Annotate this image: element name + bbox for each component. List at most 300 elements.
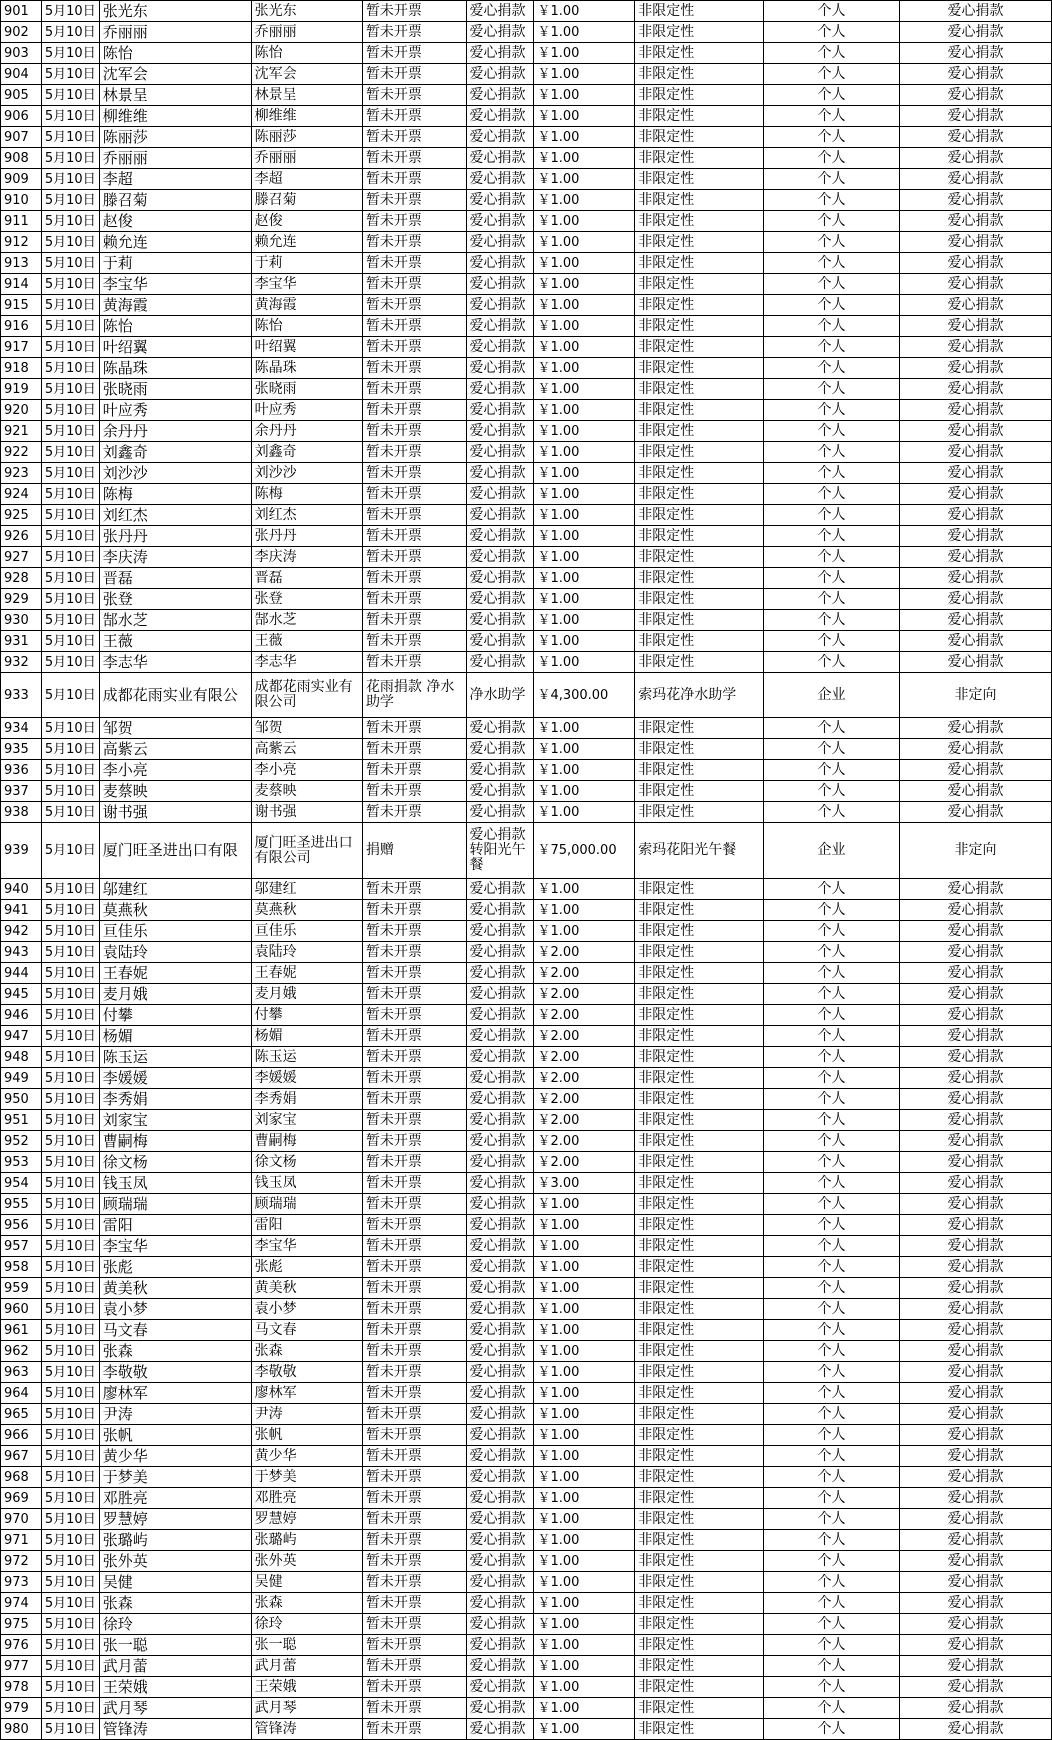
fund-restriction-cell: 非限定性 <box>635 85 764 106</box>
row-number-cell: 977 <box>1 1656 42 1677</box>
donation-direction-cell: 爱心捐款 <box>899 963 1051 984</box>
receipt-name-cell: 林景呈 <box>251 85 362 106</box>
table-row <box>1 673 1052 718</box>
invoice-status-cell: 暂未开票 <box>362 1152 466 1173</box>
donation-purpose-cell: 爱心捐款 <box>466 1257 534 1278</box>
donation-amount-cell: ￥1.00 <box>534 900 635 921</box>
invoice-status-cell: 暂未开票 <box>362 505 466 526</box>
table-row <box>1 505 1052 526</box>
donation-date-cell: 5月10日 <box>41 1068 99 1089</box>
donation-amount-cell: ￥1.00 <box>534 879 635 900</box>
row-number-cell: 939 <box>1 823 42 879</box>
donation-date-cell: 5月10日 <box>41 1089 99 1110</box>
row-number-cell: 941 <box>1 900 42 921</box>
donor-name-cell: 谢书强 <box>99 802 251 823</box>
receipt-name-cell: 于莉 <box>251 253 362 274</box>
fund-restriction-cell: 非限定性 <box>635 781 764 802</box>
ledger-body <box>1 1 1052 1740</box>
donor-type-cell: 个人 <box>764 1656 900 1677</box>
row-number-cell: 955 <box>1 1194 42 1215</box>
donor-type-cell: 个人 <box>764 652 900 673</box>
donation-purpose-cell: 爱心捐款 <box>466 1698 534 1719</box>
donation-amount-cell: ￥1.00 <box>534 295 635 316</box>
donor-type-cell: 个人 <box>764 1215 900 1236</box>
donation-amount-cell: ￥1.00 <box>534 43 635 64</box>
invoice-status-cell: 暂未开票 <box>362 900 466 921</box>
donation-purpose-cell: 爱心捐款 <box>466 568 534 589</box>
donor-type-cell: 个人 <box>764 1131 900 1152</box>
donation-purpose-cell: 爱心捐款 <box>466 921 534 942</box>
row-number-cell: 921 <box>1 421 42 442</box>
receipt-name-cell: 李宝华 <box>251 274 362 295</box>
invoice-status-cell: 暂未开票 <box>362 211 466 232</box>
donation-purpose-cell: 爱心捐款 <box>466 1635 534 1656</box>
table-row <box>1 316 1052 337</box>
donation-direction-cell: 爱心捐款 <box>899 1572 1051 1593</box>
invoice-status-cell: 暂未开票 <box>362 1068 466 1089</box>
row-number-cell: 942 <box>1 921 42 942</box>
donation-date-cell: 5月10日 <box>41 1488 99 1509</box>
donation-amount-cell: ￥2.00 <box>534 1005 635 1026</box>
row-number-cell: 934 <box>1 718 42 739</box>
receipt-name-cell: 付攀 <box>251 1005 362 1026</box>
donation-amount-cell: ￥1.00 <box>534 760 635 781</box>
donor-type-cell: 企业 <box>764 673 900 718</box>
donation-purpose-cell: 爱心捐款 <box>466 1383 534 1404</box>
donor-type-cell: 个人 <box>764 1 900 22</box>
donation-purpose-cell: 爱心捐款 <box>466 1320 534 1341</box>
invoice-status-cell: 暂未开票 <box>362 589 466 610</box>
donation-amount-cell: ￥1.00 <box>534 652 635 673</box>
donor-name-cell: 黄美秋 <box>99 1278 251 1299</box>
receipt-name-cell: 邬建红 <box>251 879 362 900</box>
fund-restriction-cell: 非限定性 <box>635 1467 764 1488</box>
row-number-cell: 908 <box>1 148 42 169</box>
table-row <box>1 1152 1052 1173</box>
donation-date-cell: 5月10日 <box>41 1467 99 1488</box>
donor-name-cell: 张外英 <box>99 1551 251 1572</box>
invoice-status-cell: 暂未开票 <box>362 358 466 379</box>
fund-restriction-cell: 非限定性 <box>635 106 764 127</box>
table-row <box>1 1530 1052 1551</box>
donor-type-cell: 个人 <box>764 232 900 253</box>
donation-direction-cell: 爱心捐款 <box>899 1509 1051 1530</box>
invoice-status-cell: 暂未开票 <box>362 802 466 823</box>
table-row <box>1 1677 1052 1698</box>
donation-date-cell: 5月10日 <box>41 631 99 652</box>
donation-date-cell: 5月10日 <box>41 781 99 802</box>
donor-name-cell: 麦月娥 <box>99 984 251 1005</box>
donor-type-cell: 个人 <box>764 568 900 589</box>
table-row <box>1 64 1052 85</box>
donation-purpose-cell: 爱心捐款 <box>466 337 534 358</box>
donor-name-cell: 张森 <box>99 1593 251 1614</box>
fund-restriction-cell: 非限定性 <box>635 526 764 547</box>
receipt-name-cell: 曹嗣梅 <box>251 1131 362 1152</box>
table-row <box>1 400 1052 421</box>
row-number-cell: 960 <box>1 1299 42 1320</box>
donation-direction-cell: 爱心捐款 <box>899 900 1051 921</box>
donation-date-cell: 5月10日 <box>41 295 99 316</box>
donor-type-cell: 个人 <box>764 942 900 963</box>
row-number-cell: 901 <box>1 1 42 22</box>
table-row <box>1 1698 1052 1719</box>
fund-restriction-cell: 非限定性 <box>635 900 764 921</box>
donor-type-cell: 个人 <box>764 1236 900 1257</box>
donor-name-cell: 邹贺 <box>99 718 251 739</box>
donation-direction-cell: 爱心捐款 <box>899 1488 1051 1509</box>
row-number-cell: 980 <box>1 1719 42 1740</box>
donation-purpose-cell: 爱心捐款 <box>466 253 534 274</box>
fund-restriction-cell: 非限定性 <box>635 879 764 900</box>
receipt-name-cell: 谢书强 <box>251 802 362 823</box>
donor-type-cell: 个人 <box>764 253 900 274</box>
donor-name-cell: 于莉 <box>99 253 251 274</box>
donation-date-cell: 5月10日 <box>41 127 99 148</box>
donation-amount-cell: ￥1.00 <box>534 781 635 802</box>
invoice-status-cell: 暂未开票 <box>362 942 466 963</box>
invoice-status-cell: 暂未开票 <box>362 1719 466 1740</box>
donation-direction-cell: 爱心捐款 <box>899 463 1051 484</box>
donor-type-cell: 个人 <box>764 1551 900 1572</box>
row-number-cell: 940 <box>1 879 42 900</box>
donation-date-cell: 5月10日 <box>41 253 99 274</box>
donation-purpose-cell: 爱心捐款 <box>466 1278 534 1299</box>
donor-type-cell: 个人 <box>764 22 900 43</box>
donation-date-cell: 5月10日 <box>41 1005 99 1026</box>
table-row <box>1 1362 1052 1383</box>
donor-type-cell: 个人 <box>764 1509 900 1530</box>
donation-amount-cell: ￥1.00 <box>534 1215 635 1236</box>
receipt-name-cell: 武月蕾 <box>251 1656 362 1677</box>
donation-direction-cell: 爱心捐款 <box>899 1341 1051 1362</box>
donor-name-cell: 杨媚 <box>99 1026 251 1047</box>
table-row <box>1 879 1052 900</box>
donation-purpose-cell: 爱心捐款 <box>466 1152 534 1173</box>
fund-restriction-cell: 非限定性 <box>635 568 764 589</box>
fund-restriction-cell: 非限定性 <box>635 295 764 316</box>
donation-date-cell: 5月10日 <box>41 1194 99 1215</box>
row-number-cell: 928 <box>1 568 42 589</box>
receipt-name-cell: 陈怡 <box>251 43 362 64</box>
donor-name-cell: 李宝华 <box>99 1236 251 1257</box>
fund-restriction-cell: 非限定性 <box>635 1404 764 1425</box>
donation-direction-cell: 爱心捐款 <box>899 1278 1051 1299</box>
donation-amount-cell: ￥1.00 <box>534 1635 635 1656</box>
receipt-name-cell: 张光东 <box>251 1 362 22</box>
fund-restriction-cell: 非限定性 <box>635 379 764 400</box>
donation-amount-cell: ￥1.00 <box>534 1530 635 1551</box>
receipt-name-cell: 李宝华 <box>251 1236 362 1257</box>
donor-name-cell: 沈军会 <box>99 64 251 85</box>
donor-name-cell: 乔丽丽 <box>99 148 251 169</box>
row-number-cell: 919 <box>1 379 42 400</box>
invoice-status-cell: 暂未开票 <box>362 1194 466 1215</box>
donation-amount-cell: ￥2.00 <box>534 984 635 1005</box>
donation-amount-cell: ￥1.00 <box>534 1572 635 1593</box>
row-number-cell: 968 <box>1 1467 42 1488</box>
fund-restriction-cell: 非限定性 <box>635 718 764 739</box>
donor-type-cell: 个人 <box>764 718 900 739</box>
row-number-cell: 903 <box>1 43 42 64</box>
fund-restriction-cell: 非限定性 <box>635 505 764 526</box>
donor-name-cell: 晋磊 <box>99 568 251 589</box>
donation-purpose-cell: 爱心捐款 <box>466 1089 534 1110</box>
donor-name-cell: 刘鑫奇 <box>99 442 251 463</box>
donation-date-cell: 5月10日 <box>41 589 99 610</box>
row-number-cell: 952 <box>1 1131 42 1152</box>
donation-date-cell: 5月10日 <box>41 1404 99 1425</box>
table-row <box>1 1635 1052 1656</box>
donation-direction-cell: 爱心捐款 <box>899 1593 1051 1614</box>
invoice-status-cell: 暂未开票 <box>362 64 466 85</box>
donation-amount-cell: ￥1.00 <box>534 1320 635 1341</box>
donor-type-cell: 个人 <box>764 1320 900 1341</box>
donation-direction-cell: 爱心捐款 <box>899 1551 1051 1572</box>
donation-purpose-cell: 爱心捐款 <box>466 900 534 921</box>
donation-amount-cell: ￥1.00 <box>534 1236 635 1257</box>
fund-restriction-cell: 非限定性 <box>635 610 764 631</box>
row-number-cell: 943 <box>1 942 42 963</box>
invoice-status-cell: 暂未开票 <box>362 1635 466 1656</box>
donation-direction-cell: 爱心捐款 <box>899 1425 1051 1446</box>
table-row <box>1 148 1052 169</box>
donation-purpose-cell: 爱心捐款 <box>466 1194 534 1215</box>
invoice-status-cell: 暂未开票 <box>362 106 466 127</box>
invoice-status-cell: 暂未开票 <box>362 921 466 942</box>
row-number-cell: 971 <box>1 1530 42 1551</box>
donor-name-cell: 罗慧婷 <box>99 1509 251 1530</box>
donation-amount-cell: ￥1.00 <box>534 610 635 631</box>
row-number-cell: 909 <box>1 169 42 190</box>
donation-direction-cell: 爱心捐款 <box>899 942 1051 963</box>
donation-direction-cell: 爱心捐款 <box>899 484 1051 505</box>
donor-name-cell: 张一聪 <box>99 1635 251 1656</box>
invoice-status-cell: 暂未开票 <box>362 232 466 253</box>
donation-purpose-cell: 爱心捐款 <box>466 358 534 379</box>
row-number-cell: 948 <box>1 1047 42 1068</box>
receipt-name-cell: 徐文杨 <box>251 1152 362 1173</box>
donation-purpose-cell: 爱心捐款 <box>466 127 534 148</box>
donation-amount-cell: ￥2.00 <box>534 1110 635 1131</box>
invoice-status-cell: 暂未开票 <box>362 1 466 22</box>
donation-purpose-cell: 爱心捐款 <box>466 1341 534 1362</box>
donation-direction-cell: 爱心捐款 <box>899 295 1051 316</box>
fund-restriction-cell: 非限定性 <box>635 232 764 253</box>
donation-amount-cell: ￥1.00 <box>534 1551 635 1572</box>
row-number-cell: 975 <box>1 1614 42 1635</box>
donation-purpose-cell: 爱心捐款 <box>466 190 534 211</box>
row-number-cell: 974 <box>1 1593 42 1614</box>
invoice-status-cell: 暂未开票 <box>362 1551 466 1572</box>
table-row <box>1 484 1052 505</box>
donation-date-cell: 5月10日 <box>41 652 99 673</box>
donor-name-cell: 李志华 <box>99 652 251 673</box>
row-number-cell: 945 <box>1 984 42 1005</box>
donation-direction-cell: 爱心捐款 <box>899 1614 1051 1635</box>
donor-name-cell: 刘红杰 <box>99 505 251 526</box>
table-row <box>1 295 1052 316</box>
invoice-status-cell: 暂未开票 <box>362 1173 466 1194</box>
row-number-cell: 927 <box>1 547 42 568</box>
donor-type-cell: 个人 <box>764 1068 900 1089</box>
donation-date-cell: 5月10日 <box>41 921 99 942</box>
table-row <box>1 781 1052 802</box>
donation-amount-cell: ￥2.00 <box>534 1068 635 1089</box>
donor-type-cell: 个人 <box>764 1530 900 1551</box>
row-number-cell: 922 <box>1 442 42 463</box>
donor-name-cell: 王薇 <box>99 631 251 652</box>
receipt-name-cell: 厦门旺圣进出口有限公司 <box>251 823 362 879</box>
receipt-name-cell: 李超 <box>251 169 362 190</box>
table-row <box>1 921 1052 942</box>
donor-name-cell: 袁小梦 <box>99 1299 251 1320</box>
donation-direction-cell: 爱心捐款 <box>899 1152 1051 1173</box>
donation-purpose-cell: 爱心捐款 <box>466 1677 534 1698</box>
donor-type-cell: 个人 <box>764 127 900 148</box>
donor-type-cell: 个人 <box>764 1278 900 1299</box>
donation-direction-cell: 爱心捐款 <box>899 1635 1051 1656</box>
donation-direction-cell: 爱心捐款 <box>899 1320 1051 1341</box>
receipt-name-cell: 罗慧婷 <box>251 1509 362 1530</box>
donation-amount-cell: ￥1.00 <box>534 631 635 652</box>
fund-restriction-cell: 非限定性 <box>635 442 764 463</box>
donation-direction-cell: 爱心捐款 <box>899 610 1051 631</box>
donation-purpose-cell: 爱心捐款 <box>466 232 534 253</box>
donor-name-cell: 滕召菊 <box>99 190 251 211</box>
donation-direction-cell: 爱心捐款 <box>899 1656 1051 1677</box>
fund-restriction-cell: 非限定性 <box>635 1425 764 1446</box>
donor-name-cell: 雷阳 <box>99 1215 251 1236</box>
donor-name-cell: 王春妮 <box>99 963 251 984</box>
donor-name-cell: 邬建红 <box>99 879 251 900</box>
donation-purpose-cell: 爱心捐款 <box>466 1530 534 1551</box>
donation-date-cell: 5月10日 <box>41 1593 99 1614</box>
row-number-cell: 907 <box>1 127 42 148</box>
donation-purpose-cell: 爱心捐款 <box>466 547 534 568</box>
fund-restriction-cell: 非限定性 <box>635 1593 764 1614</box>
row-number-cell: 923 <box>1 463 42 484</box>
row-number-cell: 932 <box>1 652 42 673</box>
fund-restriction-cell: 非限定性 <box>635 190 764 211</box>
donation-amount-cell: ￥1.00 <box>534 1488 635 1509</box>
donation-amount-cell: ￥4,300.00 <box>534 673 635 718</box>
donation-date-cell: 5月10日 <box>41 760 99 781</box>
donor-type-cell: 个人 <box>764 1488 900 1509</box>
table-row <box>1 1320 1052 1341</box>
invoice-status-cell: 暂未开票 <box>362 547 466 568</box>
donation-purpose-cell: 爱心捐款 <box>466 43 534 64</box>
donor-name-cell: 李宝华 <box>99 274 251 295</box>
donation-purpose-cell: 爱心捐款 <box>466 400 534 421</box>
fund-restriction-cell: 非限定性 <box>635 1131 764 1152</box>
donation-direction-cell: 爱心捐款 <box>899 1 1051 22</box>
donation-purpose-cell: 爱心捐款 <box>466 505 534 526</box>
donation-direction-cell: 爱心捐款 <box>899 1089 1051 1110</box>
donation-date-cell: 5月10日 <box>41 1446 99 1467</box>
donor-name-cell: 黄海霞 <box>99 295 251 316</box>
row-number-cell: 964 <box>1 1383 42 1404</box>
receipt-name-cell: 沈军会 <box>251 64 362 85</box>
row-number-cell: 938 <box>1 802 42 823</box>
table-row <box>1 169 1052 190</box>
donor-name-cell: 赖允连 <box>99 232 251 253</box>
donation-date-cell: 5月10日 <box>41 148 99 169</box>
donation-amount-cell: ￥1.00 <box>534 148 635 169</box>
donor-type-cell: 个人 <box>764 1404 900 1425</box>
donor-type-cell: 个人 <box>764 148 900 169</box>
donation-amount-cell: ￥1.00 <box>534 1278 635 1299</box>
invoice-status-cell: 暂未开票 <box>362 253 466 274</box>
receipt-name-cell: 陈晶珠 <box>251 358 362 379</box>
donor-type-cell: 个人 <box>764 1194 900 1215</box>
row-number-cell: 918 <box>1 358 42 379</box>
donor-type-cell: 个人 <box>764 274 900 295</box>
donation-amount-cell: ￥1.00 <box>534 400 635 421</box>
donation-purpose-cell: 爱心捐款 <box>466 1656 534 1677</box>
donation-date-cell: 5月10日 <box>41 421 99 442</box>
table-row <box>1 526 1052 547</box>
donation-amount-cell: ￥1.00 <box>534 22 635 43</box>
row-number-cell: 930 <box>1 610 42 631</box>
donor-name-cell: 陈玉运 <box>99 1047 251 1068</box>
donation-purpose-cell: 爱心捐款 <box>466 760 534 781</box>
table-row <box>1 43 1052 64</box>
row-number-cell: 904 <box>1 64 42 85</box>
donation-date-cell: 5月10日 <box>41 169 99 190</box>
donation-direction-cell: 爱心捐款 <box>899 1005 1051 1026</box>
row-number-cell: 976 <box>1 1635 42 1656</box>
donor-name-cell: 张璐屿 <box>99 1530 251 1551</box>
donation-amount-cell: ￥1.00 <box>534 1194 635 1215</box>
donor-name-cell: 付攀 <box>99 1005 251 1026</box>
receipt-name-cell: 王薇 <box>251 631 362 652</box>
receipt-name-cell: 麦月娥 <box>251 984 362 1005</box>
fund-restriction-cell: 非限定性 <box>635 1656 764 1677</box>
receipt-name-cell: 张一聪 <box>251 1635 362 1656</box>
donation-purpose-cell: 爱心捐款 <box>466 526 534 547</box>
donor-name-cell: 张丹丹 <box>99 526 251 547</box>
donor-type-cell: 个人 <box>764 337 900 358</box>
donation-date-cell: 5月10日 <box>41 802 99 823</box>
table-row <box>1 1026 1052 1047</box>
donor-type-cell: 个人 <box>764 1005 900 1026</box>
row-number-cell: 916 <box>1 316 42 337</box>
donation-date-cell: 5月10日 <box>41 505 99 526</box>
donation-purpose-cell: 爱心捐款 <box>466 802 534 823</box>
donation-direction-cell: 爱心捐款 <box>899 1131 1051 1152</box>
fund-restriction-cell: 非限定性 <box>635 1698 764 1719</box>
donor-name-cell: 陈怡 <box>99 43 251 64</box>
donor-type-cell: 个人 <box>764 484 900 505</box>
donation-date-cell: 5月10日 <box>41 22 99 43</box>
donor-type-cell: 个人 <box>764 802 900 823</box>
donation-direction-cell: 爱心捐款 <box>899 64 1051 85</box>
donation-purpose-cell: 爱心捐款 <box>466 739 534 760</box>
table-row <box>1 652 1052 673</box>
receipt-name-cell: 刘家宝 <box>251 1110 362 1131</box>
table-row <box>1 1467 1052 1488</box>
donor-name-cell: 莫燕秋 <box>99 900 251 921</box>
table-row <box>1 1383 1052 1404</box>
table-row <box>1 1173 1052 1194</box>
donation-direction-cell: 爱心捐款 <box>899 1530 1051 1551</box>
donation-amount-cell: ￥1.00 <box>534 64 635 85</box>
fund-restriction-cell: 非限定性 <box>635 1383 764 1404</box>
donation-purpose-cell: 爱心捐款 <box>466 1614 534 1635</box>
donor-name-cell: 李秀娟 <box>99 1089 251 1110</box>
invoice-status-cell: 暂未开票 <box>362 1236 466 1257</box>
